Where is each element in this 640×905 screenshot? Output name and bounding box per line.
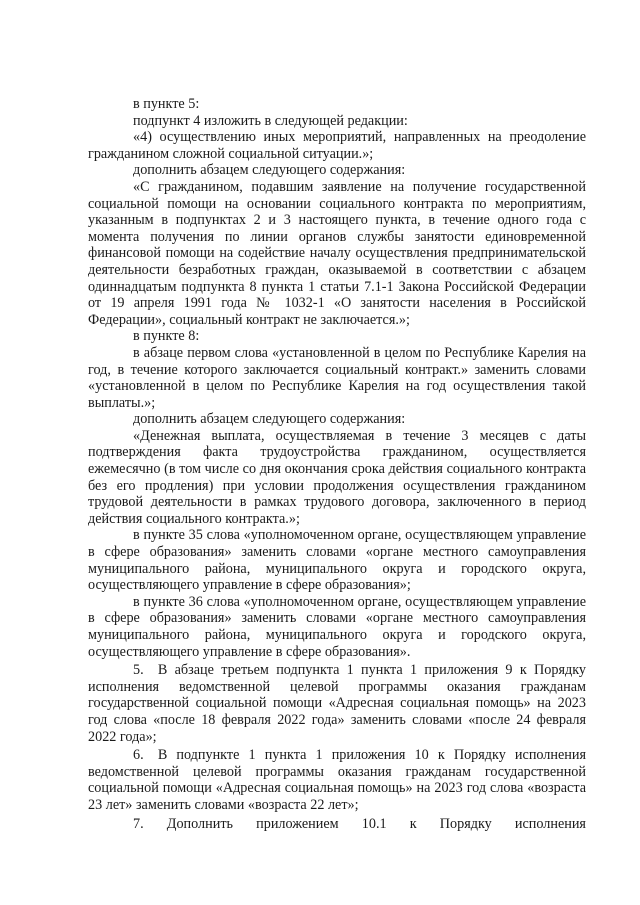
paragraph: в пункте 36 слова «уполномоченном органе, осуществляющем управление в сфере образования» заменить словами «органе местного самоуправления муниципального района, муниципального округа и городского округа, осуществляющего управление в сфере образования». <box>88 593 586 660</box>
word: 7. <box>133 815 144 832</box>
word: Порядку <box>439 815 492 832</box>
paragraph: 5. В абзаце третьем подпункта 1 пункта 1 приложения 9 к Порядку исполнения ведомственной целевой программы оказания гражданам государственной социальной помощи «Адресная социальная помощь» на 2023 год слова «после 18 февраля 2022 года» заменить словами «после 24 февраля 2022 года»; <box>88 662 586 745</box>
paragraph: подпункт 4 изложить в следующей редакции: <box>133 112 408 129</box>
paragraph: в абзаце первом слова «установленной в целом по Республике Карелия на год, в течение которого заключается социальный контракт.» заменить словами «установленной в целом по Республике Карелия на год осуществления такой выплаты.»; <box>88 344 586 411</box>
word: Дополнить <box>166 815 233 832</box>
paragraph: дополнить абзацем следующего содержания: <box>133 162 406 179</box>
paragraph: в пункте 5: <box>133 96 200 112</box>
paragraph: в пункте 8: <box>133 328 200 345</box>
paragraph: «С гражданином, подавшим заявление на получение государственной социальной помощи на основании социального контракта по мероприятиям, указанным в подпунктах 2 и 3 настоящего пункта, в течение одного года с момента получения по линии органов службы занятости единовременной финансовой помощи на содействие началу осуществления предпринимательской деятельности безработных граждан, оказываемой в соответствии с абзацем одиннадцатым подпункта 8 пункта 1 статьи 7.1-1 Закона Российской Федерации от 19 апреля 1991 года № 1032-1 «О занятости населения в Российской Федерации», социальный контракт не заключается.»; <box>88 178 586 328</box>
word: к <box>409 815 417 832</box>
document-body <box>88 96 586 832</box>
paragraph: «4) осуществлению иных мероприятий, направленных на преодоление гражданином сложной социальной ситуации.»; <box>88 129 586 162</box>
word: 10.1 <box>361 815 387 832</box>
paragraph: «Денежная выплата, осуществляемая в течение 3 месяцев с даты подтверждения факта трудоустройства гражданином, осуществляется ежемесячно (в том числе со дня окончания срока действия социального контракта без его продления) при условии продолжения осуществления гражданином трудовой деятельности в рамках трудового договора, заключенного в период действия социального контракта.»; <box>88 427 586 527</box>
paragraph: в пункте 35 слова «уполномоченном органе, осуществляющем управление в сфере образования» заменить словами «органе местного самоуправления муниципального района, муниципального округа и городского округа, осуществляющего управление в сфере образования»; <box>88 527 586 594</box>
paragraph: 6. В подпункте 1 пункта 1 приложения 10 к Порядку исполнения ведомственной целевой программы оказания гражданам государственной социальной помощи «Адресная социальная помощь» на 2023 год слова «возраста 23 лет» заменить словами «возраста 22 лет»; <box>88 747 586 813</box>
word: исполнения <box>514 815 586 832</box>
paragraph: дополнить абзацем следующего содержания: <box>133 411 406 428</box>
paragraph-final-line <box>88 816 586 833</box>
word: приложением <box>256 815 339 832</box>
